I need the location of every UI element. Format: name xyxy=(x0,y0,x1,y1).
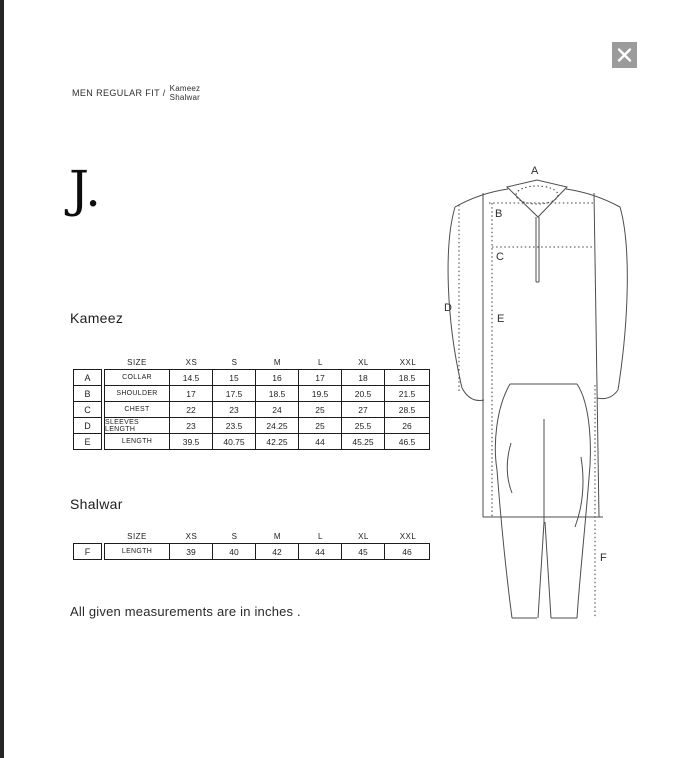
value-cell: 42.25 xyxy=(255,433,299,450)
column-header-cell: M xyxy=(273,357,282,367)
value-cell: 18.5 xyxy=(384,369,430,386)
value-cell: 40.75 xyxy=(212,433,256,450)
label-collar: A xyxy=(531,165,539,177)
column-header-cell: S xyxy=(231,357,238,367)
breadcrumb-category: MEN REGULAR FIT / xyxy=(72,88,166,98)
label-chest: C xyxy=(496,251,504,263)
row-label-cell: COLLAR xyxy=(104,369,170,386)
row-label-cell: CHEST xyxy=(104,401,170,418)
close-button[interactable] xyxy=(612,42,637,68)
value-cell: 17.5 xyxy=(212,385,256,402)
collar-outline xyxy=(507,180,567,217)
row-label-cell: SHOULDER xyxy=(104,385,170,402)
right-sleeve-outline xyxy=(618,207,627,390)
value-cell: 21.5 xyxy=(384,385,430,402)
value-cell: 15 xyxy=(212,369,256,386)
breadcrumb xyxy=(72,84,200,102)
breadcrumb-product-line1: Kameez xyxy=(169,84,201,93)
value-cell: 25.5 xyxy=(341,417,385,434)
value-cell: 18 xyxy=(341,369,385,386)
value-cell: 14.5 xyxy=(169,369,213,386)
table-header-row xyxy=(73,354,431,370)
table-row xyxy=(73,543,431,560)
brand-logo: J. xyxy=(69,160,102,218)
value-cell: 26 xyxy=(384,417,430,434)
value-cell: 19.5 xyxy=(298,385,342,402)
column-header-cell: L xyxy=(318,357,323,367)
value-cell: 25 xyxy=(298,417,342,434)
shalwar-left-outline xyxy=(495,384,512,618)
table-header-row xyxy=(73,528,431,544)
value-cell: 46.5 xyxy=(384,433,430,450)
breadcrumb-product-line2: Shalwar xyxy=(169,93,200,102)
value-cell: 24 xyxy=(255,401,299,418)
value-cell: 17 xyxy=(169,385,213,402)
column-header-cell: XL xyxy=(358,357,369,367)
value-cell: 45.25 xyxy=(341,433,385,450)
table-row xyxy=(73,417,431,434)
label-shalwar-length: F xyxy=(600,552,607,564)
column-header-cell: S xyxy=(231,531,238,541)
column-header-cell: XXL xyxy=(399,531,417,541)
row-label-cell: LENGTH xyxy=(104,433,170,450)
left-wrinkle-curve xyxy=(507,443,512,493)
row-key-cell: F xyxy=(73,543,102,560)
header-spacer-cell xyxy=(73,528,104,544)
value-cell: 44 xyxy=(298,433,342,450)
column-header-cell: XL xyxy=(358,531,369,541)
value-cell: 46 xyxy=(384,543,430,560)
value-cell: 23 xyxy=(169,417,213,434)
left-shoulder-line xyxy=(455,189,508,207)
close-icon xyxy=(612,42,637,68)
value-cell: 40 xyxy=(212,543,256,560)
column-header-cell: XS xyxy=(185,531,198,541)
value-cell: 18.5 xyxy=(255,385,299,402)
value-cell: 44 xyxy=(298,543,342,560)
label-length: E xyxy=(497,313,505,325)
header-spacer-cell xyxy=(73,354,104,370)
value-cell: 25 xyxy=(298,401,342,418)
table-row xyxy=(73,385,431,402)
column-header-cell: L xyxy=(318,531,323,541)
column-header-cell: SIZE xyxy=(127,531,147,541)
garment-measurement-diagram xyxy=(440,160,670,630)
row-key-cell: A xyxy=(73,369,102,386)
left-sleeve-outline xyxy=(448,207,462,388)
kameez-section-title: Kameez xyxy=(70,310,124,326)
shalwar-section-title: Shalwar xyxy=(70,496,123,512)
table-row xyxy=(73,369,431,386)
row-label-cell: LENGTH xyxy=(104,543,170,560)
left-edge-strip xyxy=(0,0,4,758)
value-cell: 22 xyxy=(169,401,213,418)
column-header-cell: M xyxy=(273,531,282,541)
left-inner-leg-line xyxy=(538,522,544,618)
value-cell: 39.5 xyxy=(169,433,213,450)
value-cell: 23.5 xyxy=(212,417,256,434)
table-row xyxy=(73,433,431,450)
value-cell: 17 xyxy=(298,369,342,386)
right-shoulder-line xyxy=(566,189,620,207)
value-cell: 16 xyxy=(255,369,299,386)
table-row xyxy=(73,401,431,418)
label-sleeves: D xyxy=(444,302,452,314)
row-label-cell: SLEEVES LENGTH xyxy=(104,417,170,434)
row-key-cell: E xyxy=(73,433,102,450)
label-shoulder: B xyxy=(495,208,503,220)
value-cell: 20.5 xyxy=(341,385,385,402)
value-cell: 23 xyxy=(212,401,256,418)
column-header-cell: XXL xyxy=(399,357,417,367)
measurement-note: All given measurements are in inches . xyxy=(70,604,301,619)
shalwar-size-table xyxy=(73,528,431,560)
shalwar-right-outline xyxy=(577,384,590,618)
left-cuff-line xyxy=(462,388,484,401)
row-key-cell: D xyxy=(73,417,102,434)
value-cell: 42 xyxy=(255,543,299,560)
value-cell: 39 xyxy=(169,543,213,560)
value-cell: 24.25 xyxy=(255,417,299,434)
breadcrumb-product xyxy=(170,84,201,102)
right-cuff-line xyxy=(597,390,618,399)
value-cell: 27 xyxy=(341,401,385,418)
value-cell: 28.5 xyxy=(384,401,430,418)
column-header-cell: SIZE xyxy=(127,357,147,367)
column-header-cell: XS xyxy=(185,357,198,367)
right-inner-leg-line xyxy=(545,522,551,618)
row-key-cell: B xyxy=(73,385,102,402)
row-key-cell: C xyxy=(73,401,102,418)
kameez-size-table xyxy=(73,354,431,450)
value-cell: 45 xyxy=(341,543,385,560)
